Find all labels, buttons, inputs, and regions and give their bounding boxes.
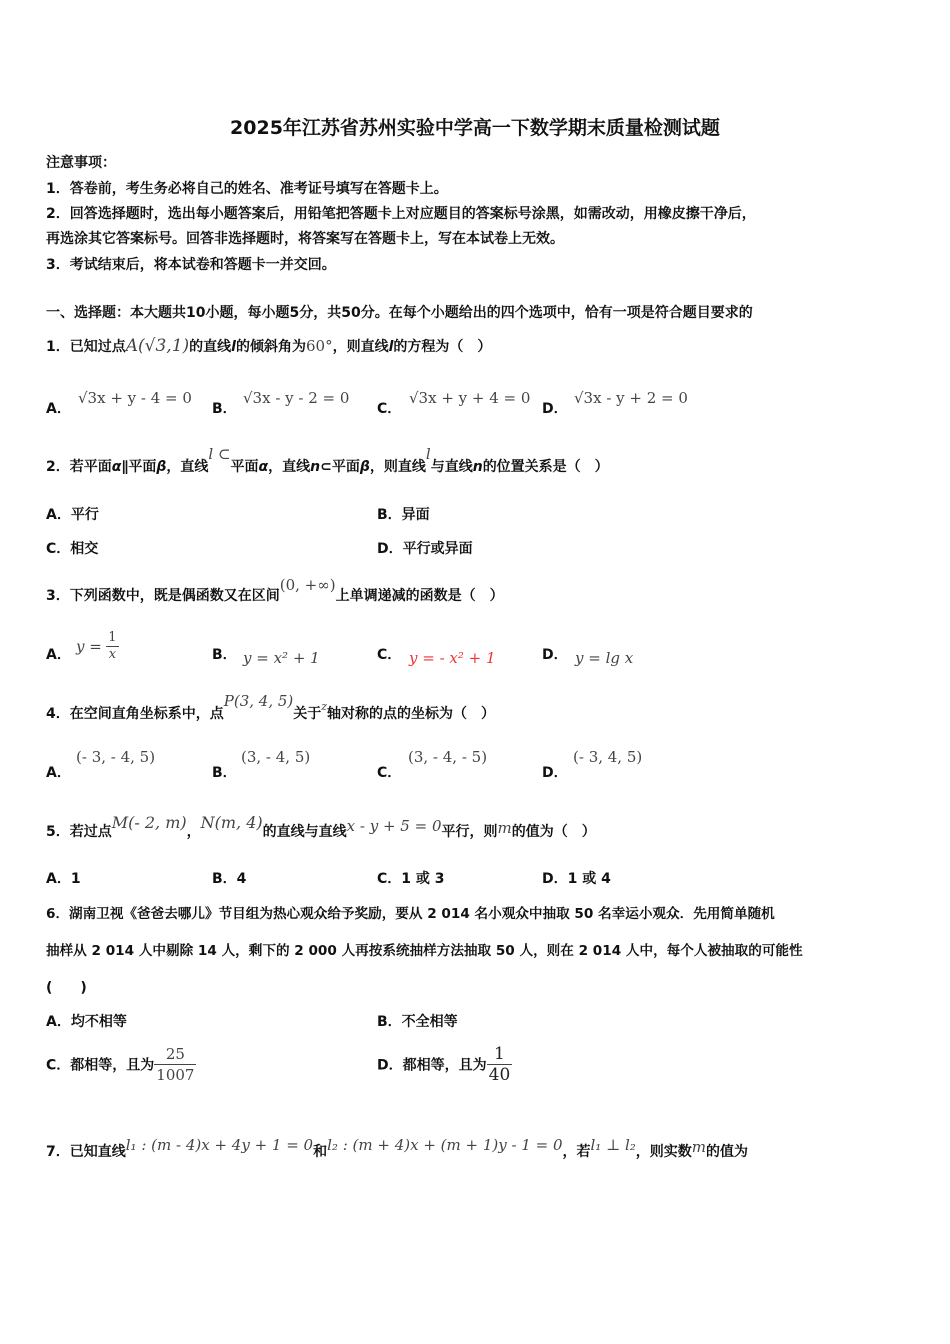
q2-beta-2: β xyxy=(359,459,370,475)
question-4 xyxy=(46,692,496,723)
q3-option-a-label[interactable]: A． xyxy=(46,647,71,663)
q5-point-n: N(m, 4) xyxy=(200,813,263,832)
notice-heading: 注意事项： xyxy=(46,155,116,171)
q5-point-m: M(- 2, m) xyxy=(111,813,187,832)
q5-option-b[interactable]: B．4 xyxy=(212,871,247,887)
q6-option-c-label: C．都相等，且为 xyxy=(46,1057,155,1074)
q2-stem-c: ，直线 xyxy=(166,459,209,475)
q3-option-b-label[interactable]: B． xyxy=(212,647,237,663)
q2-stem-i: 的位置关系是（ ） xyxy=(482,459,609,475)
q5-comma: ， xyxy=(186,824,201,840)
q1-stem-c: 的倾斜角为 xyxy=(235,339,306,355)
q3-option-c-label[interactable]: C． xyxy=(377,647,402,663)
q4-point: P(3, 4, 5) xyxy=(223,692,294,710)
q6-option-c-numerator: 25 xyxy=(154,1044,196,1065)
q6-line-3: ( ) xyxy=(46,980,87,996)
q1-option-d[interactable]: √3x - y + 2 = 0 xyxy=(574,389,688,407)
q6-option-c-denominator: 1007 xyxy=(156,1066,195,1084)
q6-option-b[interactable]: B．不全相等 xyxy=(377,1014,458,1030)
q2-stem-f: 平面 xyxy=(331,459,360,475)
q1-stem-d: ，则直线 xyxy=(332,339,389,355)
q7-stem-e: 的值为 xyxy=(706,1144,748,1160)
q1-option-c-label[interactable]: C． xyxy=(377,401,402,417)
q5-option-c[interactable]: C．1 或 3 xyxy=(377,871,445,887)
q6-option-d-numerator: 1 xyxy=(487,1044,513,1065)
notice-item-1: 1．答卷前，考生务必将自己的姓名、准考证号填写在答题卡上。 xyxy=(46,181,448,197)
notice-item-2a: 2．回答选择题时，选出每小题答案后，用铅笔把答题卡上对应题目的答案标号涂黑，如需改动，用橡皮擦干净后， xyxy=(46,206,756,222)
question-1 xyxy=(46,336,491,356)
q1-stem-e: 的方程为（ ） xyxy=(393,339,492,355)
q6-option-d-label: D．都相等，且为 xyxy=(377,1057,487,1074)
q1-stem-a: 1．已知过点 xyxy=(46,339,126,355)
q3-option-a-numerator: 1 xyxy=(108,630,117,645)
q4-option-b[interactable]: (3, - 4, 5) xyxy=(241,748,311,766)
q3-option-b[interactable]: y = x² + 1 xyxy=(243,649,320,667)
q1-angle: 60° xyxy=(305,337,333,355)
q3-option-a-denominator: x xyxy=(108,647,117,662)
q1-option-c[interactable]: √3x + y + 4 = 0 xyxy=(409,389,531,407)
q3-option-d-label[interactable]: D． xyxy=(542,647,568,663)
q7-stem-b: 和 xyxy=(313,1144,328,1160)
q4-z: z xyxy=(321,700,328,713)
q5-line: x - y + 5 = 0 xyxy=(346,817,442,835)
q1-option-b[interactable]: √3x - y - 2 = 0 xyxy=(243,389,350,407)
q4-option-d[interactable]: (- 3, 4, 5) xyxy=(573,748,643,766)
q2-option-a[interactable]: A．平行 xyxy=(46,507,99,523)
q4-option-a-label[interactable]: A． xyxy=(46,765,71,781)
q5-stem-a: 5．若过点 xyxy=(46,824,112,840)
q5-stem-b: 的直线与直线 xyxy=(262,824,347,840)
q4-stem-a: 4．在空间直角坐标系中，点 xyxy=(46,706,224,722)
q3-option-d[interactable]: y = lg x xyxy=(575,649,634,667)
q6-option-d-fraction xyxy=(487,1044,513,1085)
q2-option-d[interactable]: D．平行或异面 xyxy=(377,541,473,557)
q7-stem-c: ，若 xyxy=(562,1144,591,1160)
q1-option-a-label[interactable]: A． xyxy=(46,401,71,417)
q6-line-1: 6．湖南卫视《爸爸去哪儿》节目组为热心观众给予奖励，要从 2 014 名小观众中抽取 50 名幸运小观众．先用简单随机 xyxy=(46,906,775,922)
q3-stem-a: 3．下列函数中，既是偶函数又在区间 xyxy=(46,588,280,604)
q6-line-2: 抽样从 2 014 人中剔除 14 人，剩下的 2 000 人再按系统抽样方法抽取 50 人，则在 2 014 人中，每个人被抽取的可能性 xyxy=(46,943,803,959)
q1-stem-b: 的直线 xyxy=(189,339,232,355)
q6-option-c-fraction xyxy=(154,1044,196,1085)
q5-m: m xyxy=(497,819,512,837)
q2-l: l xyxy=(425,445,431,463)
question-7 xyxy=(46,1136,748,1161)
q7-l2: l₂ : (m + 4)x + (m + 1)y - 1 = 0 xyxy=(327,1136,563,1154)
q4-option-a[interactable]: (- 3, - 4, 5) xyxy=(76,748,156,766)
section-heading: 一、选择题：本大题共10小题，每小题5分，共50分。在每个小题给出的四个选项中，恰有一项是符合题目要求的 xyxy=(46,305,753,321)
q3-option-a[interactable] xyxy=(76,630,119,663)
q2-l-subset: l ⊂ xyxy=(208,445,231,463)
q3-option-a-fraction xyxy=(106,630,118,663)
question-3 xyxy=(46,576,504,605)
q1-option-b-label[interactable]: B． xyxy=(212,401,237,417)
q4-stem-b: 关于 xyxy=(293,706,322,722)
q7-stem-d: ，则实数 xyxy=(635,1144,692,1160)
q6-option-d-denominator: 40 xyxy=(488,1065,511,1085)
question-5 xyxy=(46,813,596,841)
q7-l1: l₁ : (m - 4)x + 4y + 1 = 0 xyxy=(125,1136,314,1154)
q5-option-d[interactable]: D．1 或 4 xyxy=(542,871,611,887)
q3-interval: (0, +∞) xyxy=(279,576,336,594)
q1-option-a[interactable]: √3x + y - 4 = 0 xyxy=(78,389,192,407)
notice-item-3: 3．考试结束后，将本试卷和答题卡一并交回。 xyxy=(46,257,336,273)
q2-stem-e: ，直线 xyxy=(268,459,311,475)
q2-alpha-par: α∥ xyxy=(111,459,129,475)
q3-stem-b: 上单调递减的函数是（ ） xyxy=(335,588,504,604)
q6-option-d[interactable] xyxy=(377,1044,512,1085)
q6-option-c[interactable] xyxy=(46,1044,196,1085)
page-title: 2025年江苏省苏州实验中学高一下数学期末质量检测试题 xyxy=(230,117,720,139)
q4-stem-c: 轴对称的点的坐标为（ ） xyxy=(327,706,496,722)
q7-perpendicular: l₁ ⊥ l₂ xyxy=(590,1136,636,1154)
q1-point: A(√3,1) xyxy=(125,336,190,356)
q1-l-2: l xyxy=(388,339,394,355)
question-2 xyxy=(46,445,609,476)
q2-n: n xyxy=(472,459,483,475)
q7-m: m xyxy=(691,1138,706,1156)
q6-option-a[interactable]: A．均不相等 xyxy=(46,1014,127,1030)
q2-stem-d: 平面 xyxy=(230,459,259,475)
q1-l: l xyxy=(231,339,236,355)
q2-stem-a: 2．若平面 xyxy=(46,459,112,475)
q2-stem-h: 与直线 xyxy=(430,459,473,475)
q5-stem-d: 的值为（ ） xyxy=(511,824,596,840)
notice-item-2b: 再选涂其它答案标号。回答非选择题时，将答案写在答题卡上，写在本试卷上无效。 xyxy=(46,231,564,247)
q2-alpha: α xyxy=(258,459,269,475)
q5-stem-c: 平行，则 xyxy=(441,824,498,840)
q2-stem-b: 平面 xyxy=(128,459,157,475)
q2-option-c[interactable]: C．相交 xyxy=(46,541,99,557)
q2-beta: β xyxy=(156,459,167,475)
q4-option-c[interactable]: (3, - 4, - 5) xyxy=(408,748,488,766)
q7-stem-a: 7．已知直线 xyxy=(46,1144,126,1160)
q2-n-subset: n⊂ xyxy=(310,459,332,475)
q4-option-c-label[interactable]: C． xyxy=(377,765,402,781)
q2-stem-g: ，则直线 xyxy=(369,459,426,475)
q2-option-b[interactable]: B．异面 xyxy=(377,507,430,523)
q1-option-d-label[interactable]: D． xyxy=(542,401,568,417)
q4-option-b-label[interactable]: B． xyxy=(212,765,237,781)
q3-option-a-lhs: y = xyxy=(76,637,102,656)
q3-option-c[interactable]: y = - x² + 1 xyxy=(409,649,496,667)
q4-option-d-label[interactable]: D． xyxy=(542,765,568,781)
q5-option-a[interactable]: A．1 xyxy=(46,871,81,887)
